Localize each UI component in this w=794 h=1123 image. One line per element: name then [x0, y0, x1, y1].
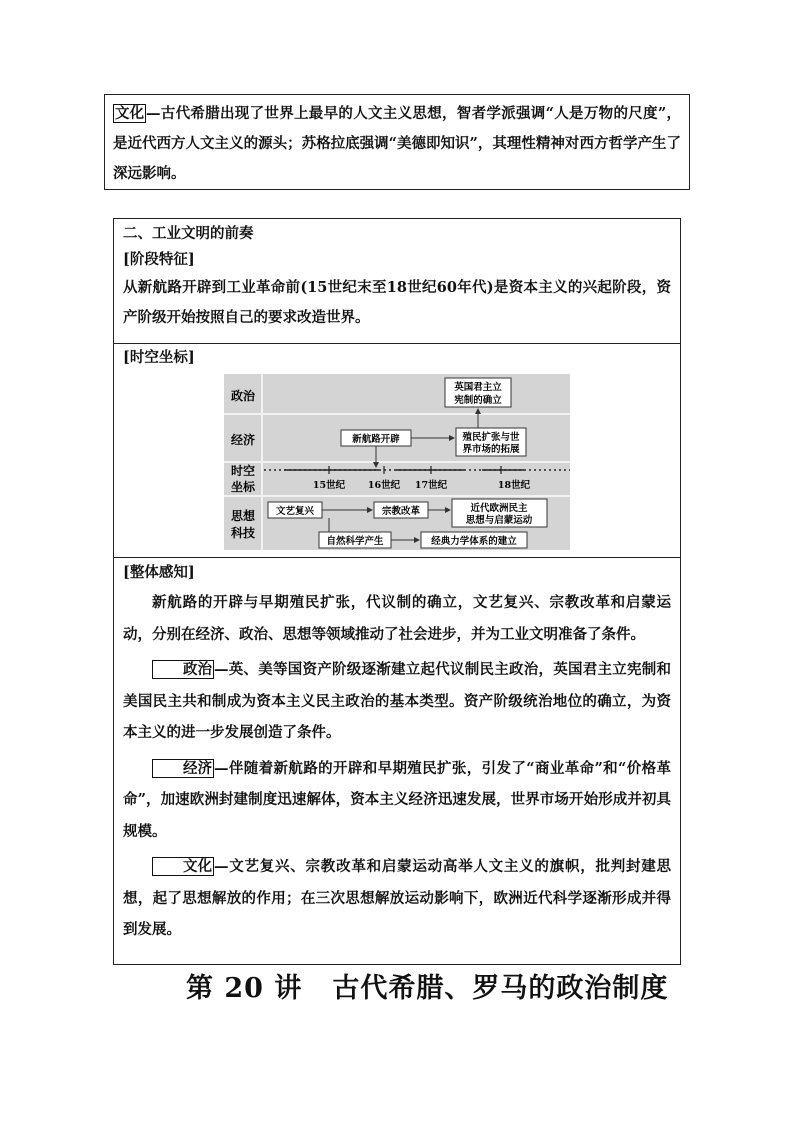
enlightenment-line2: 思想与启蒙运动 — [465, 515, 533, 526]
row-label-thought-2: 科技 — [230, 526, 256, 540]
culture-tag: 文化 — [115, 105, 144, 122]
overall-label: [整体感知] — [123, 564, 195, 581]
timeline-section — [114, 344, 680, 558]
century-18: 18世纪 — [497, 480, 531, 491]
overall-section — [114, 558, 680, 964]
stage-text: 从新航路开辟到工业革命前(15世纪末至18世纪60年代)是资本主义的兴起阶段，资产阶级开始按照自己的要求改造世界。 — [123, 279, 671, 326]
row-label-politics: 政治 — [230, 389, 256, 403]
overall-intro: 新航路的开辟与早期殖民扩张，代议制的确立，文艺复兴、宗教改革和启蒙运动，分别在经济、政治、思想等领域推动了社会进步，并为工业文明准备了条件。 — [123, 594, 671, 643]
culture-paragraph-text: —文艺复兴、宗教改革和启蒙运动高举人文主义的旗帜，批判封建思想，起了思想解放的作用；在三次思想解放运动影响下，欧洲近代科学逐渐形成并得到发展。 — [123, 858, 671, 938]
century-16: 16世纪 — [367, 480, 401, 491]
century-15: 15世纪 — [312, 480, 346, 491]
classical-mechanics-label: 经典力学体系的建立 — [431, 536, 517, 547]
stage-section — [114, 219, 680, 344]
colonial-expansion-line2: 界市场的拓展 — [462, 444, 520, 455]
row-label-axis-1: 时空 — [230, 464, 256, 478]
row-label-thought-1: 思想 — [230, 509, 256, 523]
lesson-name: 古代希腊、罗马的政治制度 — [332, 973, 669, 1004]
reformation-label: 宗教改革 — [381, 506, 421, 517]
lesson-number: 第 20 讲 — [186, 973, 303, 1004]
culture-paragraph-tag: 文化 — [152, 857, 214, 876]
colonial-expansion-line1: 殖民扩张与世 — [462, 432, 520, 443]
culture-note-text: —古代希腊出现了世界上最早的人文主义思想，智者学派强调“人是万物的尺度”，是近代西方人文主义的源头；苏格拉底强调“美德即知识”，其理性精神对西方哲学产生了深远影响。 — [113, 105, 681, 182]
row-label-economy: 经济 — [230, 433, 256, 447]
politics-text: —英、美等国资产阶级逐渐建立起代议制民主政治，英国君主立宪制和美国民主共和制成为资本主义民主政治的基本类型。资产阶级统治地位的确立，为资本主义的进一步发展创造了条件。 — [123, 661, 671, 741]
section-table — [113, 218, 681, 965]
lesson-title — [186, 966, 668, 1005]
culture-paragraph — [123, 851, 671, 946]
section-heading: 二、工业文明的前奏 — [123, 225, 254, 242]
politics-paragraph — [123, 654, 671, 749]
politics-tag: 政治 — [152, 660, 214, 679]
constitutional-monarchy-line2: 宪制的确立 — [454, 395, 502, 406]
new-route-label: 新航路开辟 — [352, 434, 400, 445]
culture-note-box — [104, 94, 690, 190]
century-17: 17世纪 — [414, 480, 448, 491]
timeline-label: [时空坐标] — [123, 349, 195, 366]
renaissance-label: 文艺复兴 — [275, 506, 315, 517]
economy-text: —伴随着新航路的开辟和早期殖民扩张，引发了“商业革命”和“价格革命”，加速欧洲封建制度迅速解体，资本主义经济迅速发展，世界市场开始形成并初具规模。 — [123, 759, 671, 840]
natural-science-label: 自然科学产生 — [326, 536, 384, 547]
enlightenment-line1: 近代欧洲民主 — [470, 503, 528, 514]
timeline-diagram — [224, 374, 570, 550]
economy-paragraph — [123, 753, 671, 848]
constitutional-monarchy-line1: 英国君主立 — [454, 382, 502, 393]
stage-label: [阶段特征] — [123, 251, 195, 268]
economy-tag: 经济 — [152, 759, 214, 778]
row-label-axis-2: 坐标 — [230, 480, 256, 494]
